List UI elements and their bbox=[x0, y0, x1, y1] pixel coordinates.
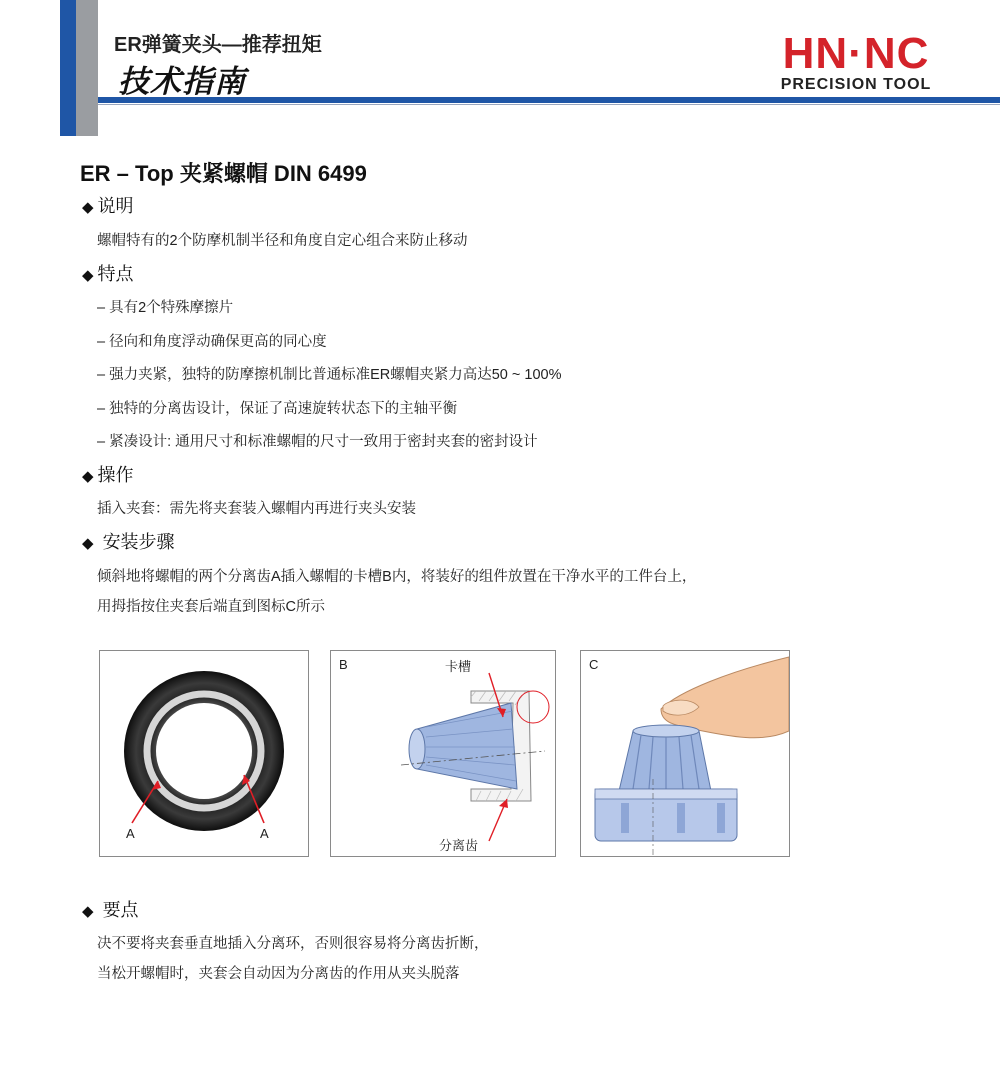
figure-a-label-right: A bbox=[260, 826, 269, 841]
figure-c-letter: C bbox=[589, 657, 599, 672]
brand-logo bbox=[756, 29, 956, 94]
header-accent-bar-gray bbox=[76, 0, 98, 136]
logo-sub-text: PRECISION TOOL bbox=[780, 76, 932, 93]
feature-item: – 具有2个特殊摩擦片 bbox=[97, 300, 234, 316]
collet-insertion-diagram bbox=[331, 651, 555, 856]
feature-item: – 紧凑设计: 通用尺寸和标准螺帽的尺寸一致用于密封夹套的密封设计 bbox=[97, 434, 538, 450]
feature-item: – 独特的分离齿设计，保证了高速旋转状态下的主轴平衡 bbox=[97, 401, 458, 417]
description-heading: ◆ 说明 bbox=[82, 196, 134, 216]
diamond-bullet-icon: ◆ bbox=[82, 535, 94, 552]
figure-a-nut-photo bbox=[99, 650, 309, 857]
installation-line: 用拇指按住夹套后端直到图标C所示 bbox=[97, 599, 325, 615]
diamond-bullet-icon: ◆ bbox=[82, 903, 94, 920]
operation-heading: ◆ 操作 bbox=[82, 465, 134, 485]
key-point-line: 当松开螺帽时，夹套会自动因为分离齿的作用从夹头脱落 bbox=[97, 966, 460, 982]
figure-b-letter: B bbox=[339, 657, 348, 672]
figure-b-label-teeth: 分离齿 bbox=[439, 838, 479, 853]
feature-item: – 强力夹紧，独特的防摩擦机制比普通标准ER螺帽夹紧力高达50 ~ 100% bbox=[97, 367, 562, 383]
thumb-pressing-collet-illustration bbox=[581, 651, 789, 856]
diamond-bullet-icon: ◆ bbox=[82, 199, 94, 216]
header-divider-thin bbox=[98, 104, 1000, 105]
diamond-bullet-icon: ◆ bbox=[82, 267, 94, 284]
installation-line: 倾斜地将螺帽的两个分离齿A插入螺帽的卡槽B内，将装好的组件放置在干净水平的工件台上， bbox=[97, 569, 697, 585]
logo-main-text: HN·NC bbox=[782, 29, 930, 78]
section-title: ER – Top 夹紧螺帽 DIN 6499 bbox=[80, 161, 367, 186]
header-accent-bar-blue bbox=[60, 0, 76, 136]
key-point-line: 决不要将夹套垂直地插入分离环，否则很容易将分离齿折断， bbox=[97, 936, 489, 952]
figure-b-collet-cross-section bbox=[330, 650, 556, 857]
feature-item: – 径向和角度浮动确保更高的同心度 bbox=[97, 334, 327, 350]
figure-b-label-groove: 卡槽 bbox=[445, 659, 472, 674]
diamond-bullet-icon: ◆ bbox=[82, 468, 94, 485]
features-heading: ◆ 特点 bbox=[82, 264, 134, 284]
figure-a-label-left: A bbox=[126, 826, 135, 841]
description-text: 螺帽特有的2个防摩机制半径和角度自定心组合来防止移动 bbox=[97, 233, 468, 249]
installation-heading: ◆ 安装步骤 bbox=[82, 532, 175, 552]
operation-text: 插入夹套：需先将夹套装入螺帽内再进行夹头安装 bbox=[97, 501, 416, 517]
header-subtitle: ER弹簧夹头—推荐扭矩 bbox=[114, 34, 322, 56]
key-points-heading: ◆ 要点 bbox=[82, 900, 139, 920]
page-title: 技术指南 bbox=[118, 64, 246, 99]
figure-c-thumb-press bbox=[580, 650, 790, 857]
